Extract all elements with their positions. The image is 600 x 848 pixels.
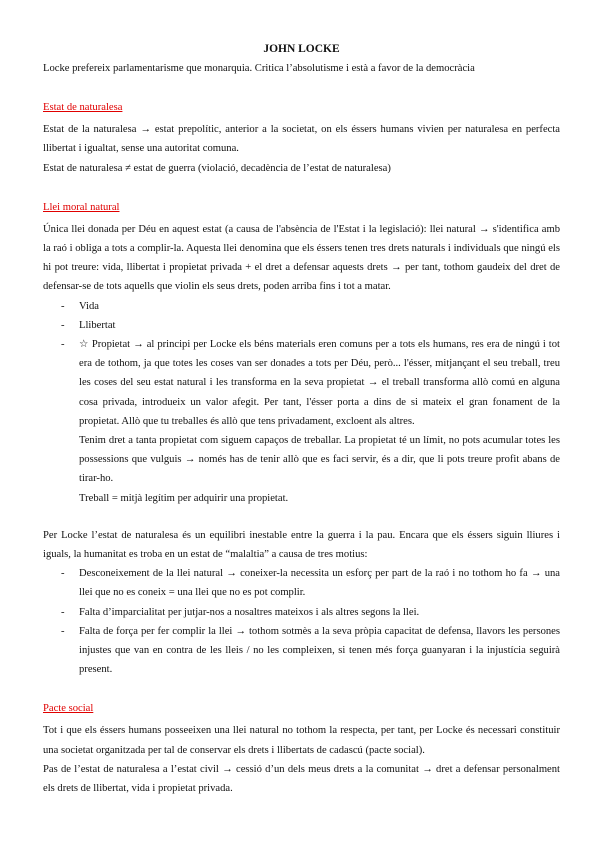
intro-paragraph: Locke prefereix parlamentarisme que monarquia. Critica l’absolutisme i està a favor de la democràcia — [43, 63, 475, 74]
section-heading-pacte-social: Pacte social — [43, 703, 94, 715]
list-item: - Desconeixement de la llei natural → coneixer-la necessita un esforç per part de la raó i no tothom ho fa → una llei que no es coneix = una llei que no es pot complir. — [43, 564, 560, 602]
list-item: - Vida — [43, 297, 560, 316]
llei-moral-paragraph: Única llei donada per Déu en aquest estat (a causa de l'absència de l'Estat i la legislació): llei natural → s'identifica amb la raó i obliga a tots a complir-la. Aquesta llei denomina que els éssers tenen tres drets naturals i individuals que ningú els hi pot treure: vida, llibertat i propietat privada + el dret a defensar aquests drets → per tant, tothom gaudeix del dret de defensar-se de tots aquells que violin els seus drets, poden arriba fins i tot a matar. — [43, 223, 560, 293]
list-item: - Falta d’imparcialitat per jutjar-nos a nosaltres mateixos i als altres segons la llei. — [43, 603, 560, 622]
list-item: - Falta de força per fer complir la llei → tothom sotmès a la seva pròpia capacitat de defensa, llavors les persones injustes que van en contra de les lleis / no les compleixen, si tenen més força guanyaran i la injustícia seguirà present. — [43, 622, 560, 680]
section-heading-estat-naturalesa: Estat de naturalesa — [43, 102, 123, 114]
reasons-list — [43, 564, 560, 679]
pacte-paragraph-1: Tot i que els éssers humans posseeixen una llei natural no tothom la respecta, per tant, per Locke és necessari constituir una societat organitzada per tal de conservar els drets i llibertats de cadascú (pacte social). — [43, 725, 560, 756]
estat-naturalesa-paragraph-2: Estat de naturalesa ≠ estat de guerra (violació, decadència de l’estat de naturalesa) — [43, 162, 391, 174]
treball-paragraph: Treball = mitjà legítim per adquirir una propietat. — [79, 492, 289, 504]
natural-rights-list — [43, 297, 560, 431]
document-page — [43, 40, 560, 798]
estat-naturalesa-paragraph-1: Estat de la naturalesa → estat prepolític, anterior a la societat, on els éssers humans vivien per naturalesa en perfecta llibertat i igualtat, sense una autoritat comuna. — [43, 124, 560, 155]
list-item: - Llibertat — [43, 316, 560, 335]
section-heading-llei-moral: Llei moral natural — [43, 201, 120, 213]
list-item: - ☆ Propietat → al principi per Locke els béns materials eren comuns per a tots els humans, res era de ningú i tot era de tothom, ja que totes les coses van ser donades a tots per Déu, però... l'ésser, mitjançant el seu treball, treu les coses del seu estat natural i les transforma en la seva propietat → el treball transforma allò comú en alguna cosa privada, introdueix un valor afegit. Per tant, l'ésser porta a dins de si mateix el gran fonament de la propietat. Allò que tu treballes és allò que tens privadament, excloent als altres. — [43, 335, 560, 431]
pacte-paragraph-2: Pas de l’estat de naturalesa a l’estat civil → cessió d’un dels meus drets a la comunitat → dret a defensar personalment els drets de llibertat, vida i propietat privada. — [43, 763, 560, 795]
equilibri-paragraph: Per Locke l’estat de naturalesa és un equilibri inestable entre la guerra i la pau. Encara que els éssers siguin lliures i iguals, la humanitat es troba en un estat de “malaltia” a causa de tres motius: — [43, 529, 560, 561]
page-title: JOHN LOCKE — [263, 43, 340, 55]
propietat-extra-paragraph: Tenim dret a tanta propietat com siguem capaços de treballar. La propietat té un límit, no pots acumular totes les possessions que vulguis → només has de tenir allò que es faci servir, és a dir, que li pots treure profit abans de tirar-ho. — [79, 435, 560, 485]
